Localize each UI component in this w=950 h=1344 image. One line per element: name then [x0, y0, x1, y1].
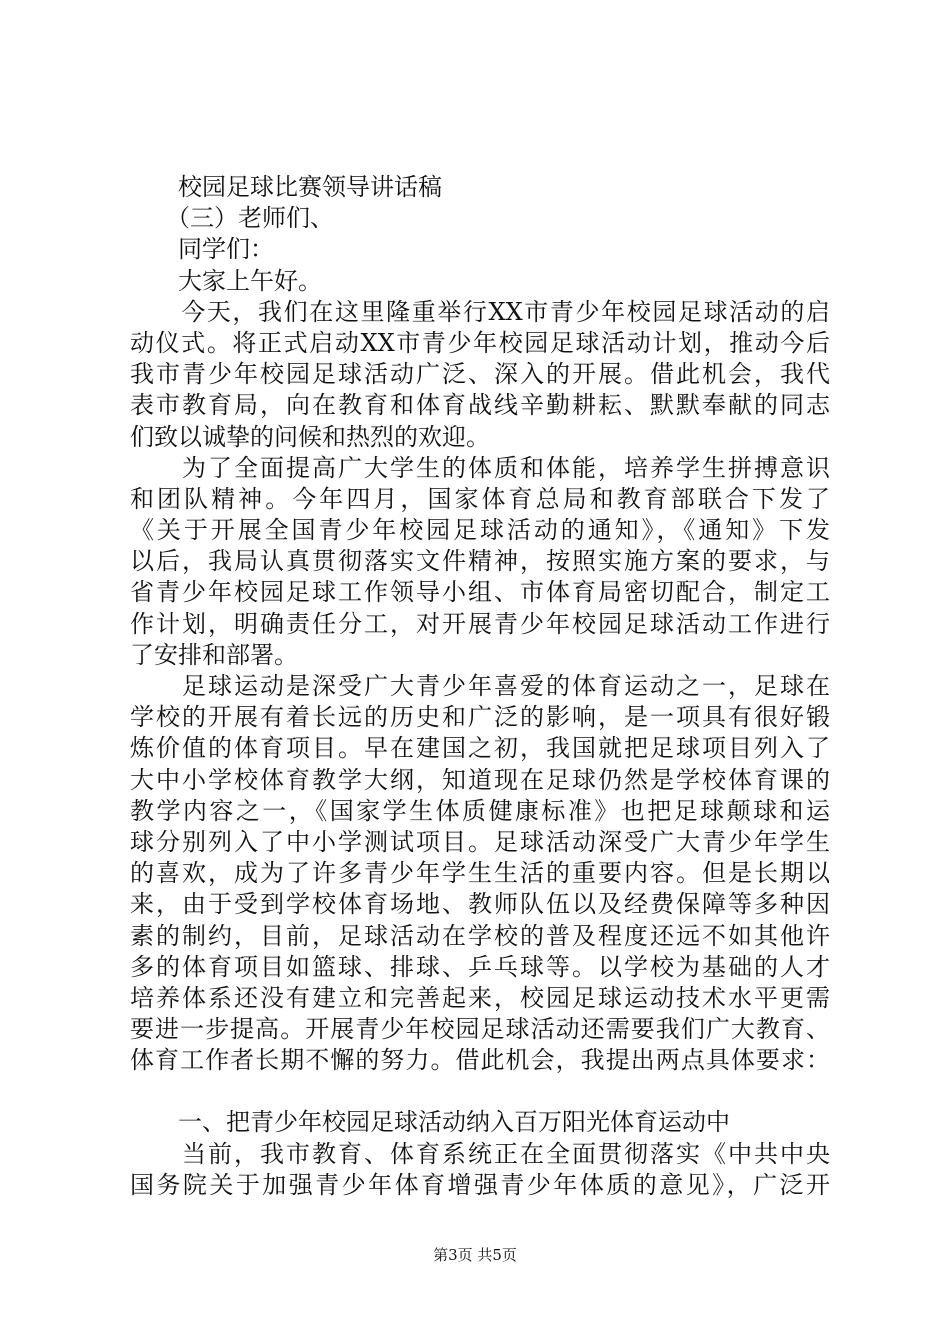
- text-line: 大中小学校体育教学大纲，知道现在足球仍然是学校体育课的: [130, 765, 830, 794]
- text-line: 今天，我们在这里隆重举行XX市青少年校园足球活动的启: [130, 297, 830, 326]
- text-line: （三）老师们、: [130, 204, 334, 233]
- text-line: 大家上午好。: [130, 266, 322, 295]
- text-line: 作计划，明确责任分工，对开展青少年校园足球活动工作进行: [130, 609, 830, 638]
- paragraph-gap: [130, 1076, 830, 1107]
- text-line: 体育工作者长期不懈的努力。借此机会，我提出两点具体要求：: [130, 1046, 830, 1075]
- text-line: 炼价值的体育项目。早在建国之初，我国就把足球项目列入了: [130, 734, 830, 763]
- text-line: 来，由于受到学校体育场地、教师队伍以及经费保障等多种因: [130, 890, 830, 919]
- text-line: 培养体系还没有建立和完善起来，校园足球运动技术水平更需: [130, 983, 830, 1012]
- text-line: 当前，我市教育、体育系统正在全面贯彻落实《中共中央: [130, 1139, 830, 1168]
- text-line: 一、把青少年校园足球活动纳入百万阳光体育运动中: [130, 1108, 730, 1137]
- text-line: 球分别列入了中小学测试项目。足球活动深受广大青少年学生: [130, 827, 830, 856]
- body-block-after-gap: [130, 1107, 830, 1201]
- body-block-before-gap: [130, 172, 830, 1076]
- text-line: 多的体育项目如篮球、排球、乒乓球等。以学校为基础的人才: [130, 952, 830, 981]
- text-line: 素的制约，目前，足球活动在学校的普及程度还远不如其他许: [130, 921, 830, 950]
- text-line: 省青少年校园足球工作领导小组、市体育局密切配合，制定工: [130, 578, 830, 607]
- text-line: 校园足球比赛领导讲话稿: [130, 173, 442, 201]
- text-line: 学校的开展有着长远的历史和广泛的影响，是一项具有很好锻: [130, 703, 830, 732]
- speech-body: [130, 172, 830, 1201]
- text-line: 们致以诚挚的问候和热烈的欢迎。: [130, 422, 490, 451]
- text-line: 我市青少年校园足球活动广泛、深入的开展。借此机会，我代: [130, 360, 830, 389]
- text-line: 足球运动是深受广大青少年喜爱的体育运动之一，足球在: [130, 672, 830, 700]
- text-line: 国务院关于加强青少年体育增强青少年体质的意见》，广泛开: [130, 1170, 830, 1199]
- text-line: 要进一步提高。开展青少年校园足球活动还需要我们广大教育、: [130, 1015, 830, 1044]
- text-line: 以后，我局认真贯彻落实文件精神，按照实施方案的要求，与: [130, 547, 830, 576]
- text-line: 的喜欢，成为了许多青少年学生生活的重要内容。但是长期以: [130, 859, 830, 888]
- text-line: 表市教育局，向在教育和体育战线辛勤耕耘、默默奉献的同志: [130, 391, 830, 420]
- text-line: 教学内容之一，《国家学生体质健康标准》也把足球颠球和运: [130, 796, 830, 825]
- text-line: 了安排和部署。: [130, 640, 298, 669]
- page-footer: 第3页 共5页: [433, 1246, 517, 1264]
- text-line: 《关于开展全国青少年校园足球活动的通知》，《通知》下发: [130, 516, 830, 545]
- text-line: 同学们：: [130, 235, 274, 264]
- text-line: 为了全面提高广大学生的体质和体能，培养学生拼搏意识: [130, 453, 830, 482]
- text-line: 动仪式。将正式启动XX市青少年校园足球活动计划，推动今后: [130, 328, 830, 357]
- text-line: 和团队精神。今年四月，国家体育总局和教育部联合下发了: [130, 484, 830, 513]
